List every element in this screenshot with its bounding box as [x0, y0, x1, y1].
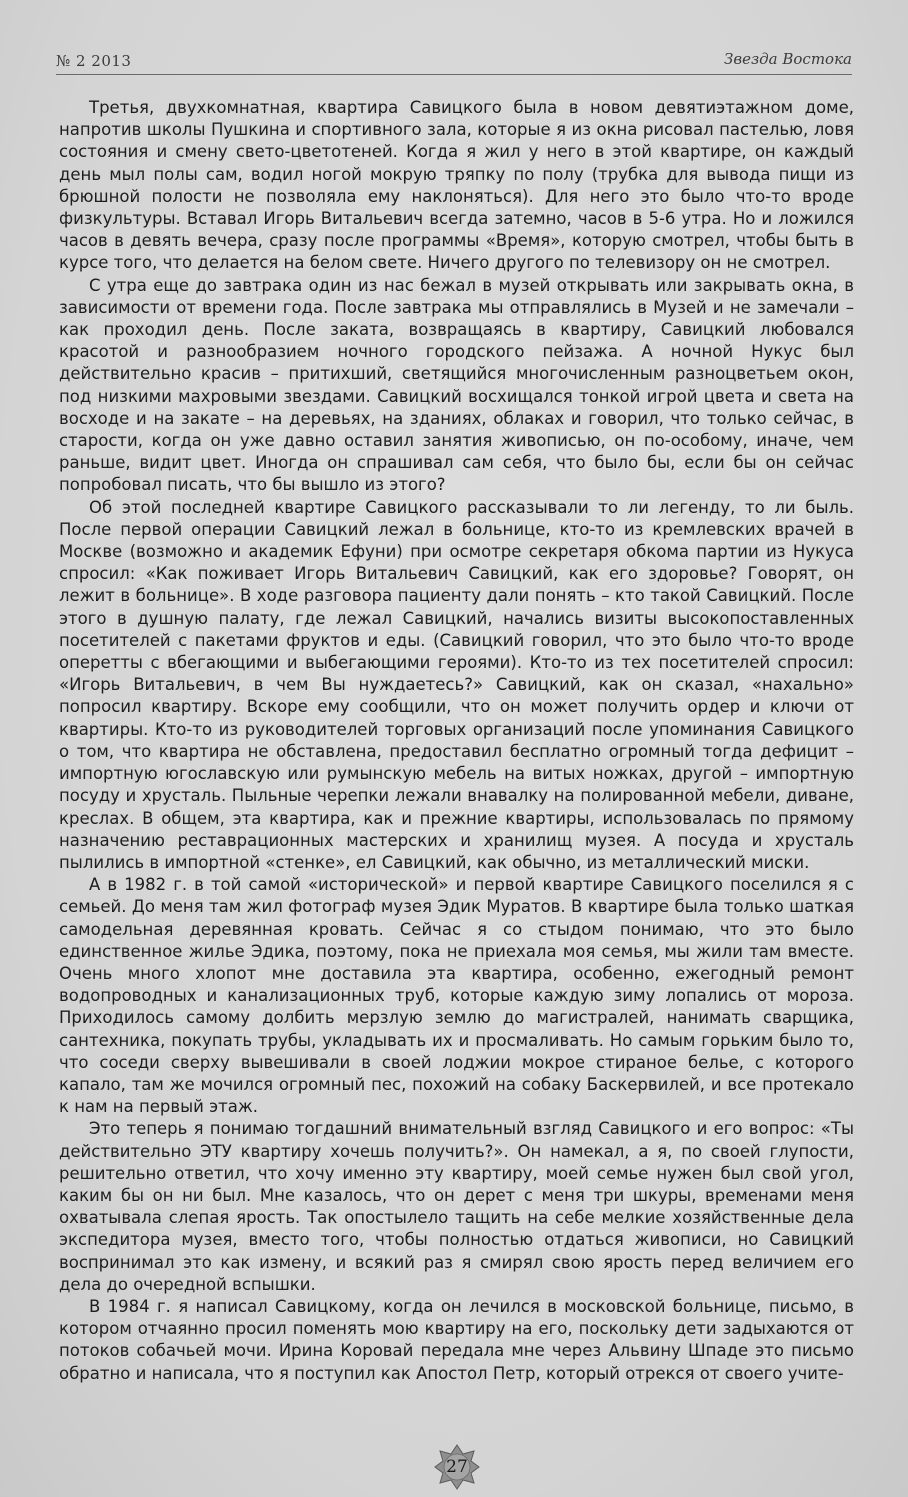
- article-body: [59, 97, 854, 1385]
- paragraph-6: В 1984 г. я написал Савицкому, когда он лечился в московской больнице, письмо, в котором отчаянно просил поменять мою квартиру на его, поскольку дети задыхаются от потоков собачьей мочи. Ирина Коровай передала мне через Альвину Шпаде это письмо обратно и написала, что я поступил как Апостол Петр, который отрекся от своего учите-: [59, 1296, 854, 1383]
- paragraph-1: Третья, двухкомнатная, квартира Савицкого была в новом девятиэтажном доме, напротив школы Пушкина и спортивного зала, которые я из окна рисовал пастелью, ловя состояния и смену свето-цветотеней. Когда я жил у него в этой квартире, он каждый день мыл полы сам, водил ногой мокрую тряпку по полу (трубка для вывода пищи из брюшной полости не позволяла ему наклоняться). Для него это было что-то вроде физкультуры. Вставал Игорь Витальевич всегда затемно, часов в 5-6 утра. Но и ложился часов в девять вечера, сразу после программы «Время», которую смотрел, чтобы быть в курсе того, что делается на белом свете. Ничего другого по телевизору он не смотрел.: [59, 98, 854, 273]
- issue-number: № 2 2013: [56, 52, 132, 70]
- paragraph-4: А в 1982 г. в той самой «исторической» и первой квартире Савицкого поселился я с семьей. До меня там жил фотограф музея Эдик Муратов. В квартире была только шаткая самодельная деревянная кровать. Сейчас я со стыдом понимаю, что это было единственное жилье Эдика, поэтому, пока не приехала моя семья, мы жили там вместе. Очень много хлопот мне доставила эта квартира, особенно, ежегодный ремонт водопроводных и канализационных труб, которые каждую зиму лопались от мороза. Приходилось самому долбить мерзлую землю до магистралей, нанимать сварщика, сантехника, покупать трубы, укладывать их и просмаливать. Но самым горьким было то, что соседи сверху вывешивали в своей лоджии мокрое стираное белье, с которого капало, там же мочился огромный пес, похожий на собаку Баскервилей, и все протекало к нам на первый этаж.: [59, 875, 854, 1117]
- header-divider: [56, 74, 852, 75]
- page-number: 27: [446, 1457, 468, 1477]
- page-number-badge: [434, 1444, 480, 1490]
- paragraph-2: С утра еще до завтрака один из нас бежал в музей открывать или закрывать окна, в зависимости от времени года. После завтрака мы отправлялись в Музей и не замечали – как проходил день. После заката, возвращаясь в квартиру, Савицкий любовался красотой и разнообразием ночного городского пейзажа. А ночной Нукус был действительно красив – притихший, светящийся многочисленным разноцветьем окон, под низкими махровыми звездами. Савицкий восхищался тонкой игрой цвета и света на восходе и на закате – на деревьях, на зданиях, облаках и говорил, что только сейчас, в старости, когда он уже давно оставил занятия живописью, он по-особому, иначе, чем раньше, видит цвет. Иногда он спрашивал сам себя, что было бы, если бы он сейчас попробовал писать, что бы вышло из этого?: [59, 275, 854, 495]
- paragraph-3: Об этой последней квартире Савицкого рассказывали то ли легенду, то ли быль. После первой операции Савицкий лежал в больнице, кто-то из кремлевских врачей в Москве (возможно и академик Ефуни) при осмотре секретаря обкома партии из Нукуса спросил: «Как поживает Игорь Витальевич Савицкий, как его здоровье? Говорят, он лежит в больнице». В ходе разговора пациенту дали понять – кто такой Савицкий. После этого в душную палату, где лежал Савицкий, начались визиты высокопоставленных посетителей с пакетами фруктов и еды. (Савицкий говорил, что это было что-то вроде оперетты с вбегающими и выбегающими героями). Кто-то из тех посетителей спросил: «Игорь Витальевич, в чем Вы нуждаетесь?» Савицкий, как он сказал, «нахально» попросил квартиру. Вскоре ему сообщили, что он может получить ордер и ключи от квартиры. Кто-то из руководителей торговых организаций после упоминания Савицкого о том, что квартира не обставлена, предоставил бесплатно огромный тогда дефицит – импортную югославскую или румынскую мебель на витых ножках, другой – импортную посуду и хрусталь. Пыльные черепки лежали внавалку на полированной мебели, диване, креслах. В общем, эта квартира, как и прежние квартиры, использовалась по прямому назначению реставрационных мастерских и хранилищ музея. А посуда и хрусталь пылились в импортной «стенке», ел Савицкий, как обычно, из металлический миски.: [59, 497, 854, 872]
- paragraph-5: Это теперь я понимаю тогдашний внимательный взгляд Савицкого и его вопрос: «Ты действительно ЭТУ квартиру хочешь получить?». Он намекал, а я, по своей глупости, решительно ответил, что хочу именно эту квартиру, моей семье нужен был свой угол, каким бы он ни был. Мне казалось, что он дерет с меня три шкуры, временами меня охватывала слепая ярость. Так опостылело тащить на себе мелкие хозяйственные дела экспедитора музея, вместо того, чтобы полностью отдаться живописи, но Савицкий воспринимал это как измену, и всякий раз я смирял свою ярость перед величием его дела до очередной вспышки.: [59, 1119, 854, 1294]
- journal-title: Звезда Востока: [724, 50, 852, 68]
